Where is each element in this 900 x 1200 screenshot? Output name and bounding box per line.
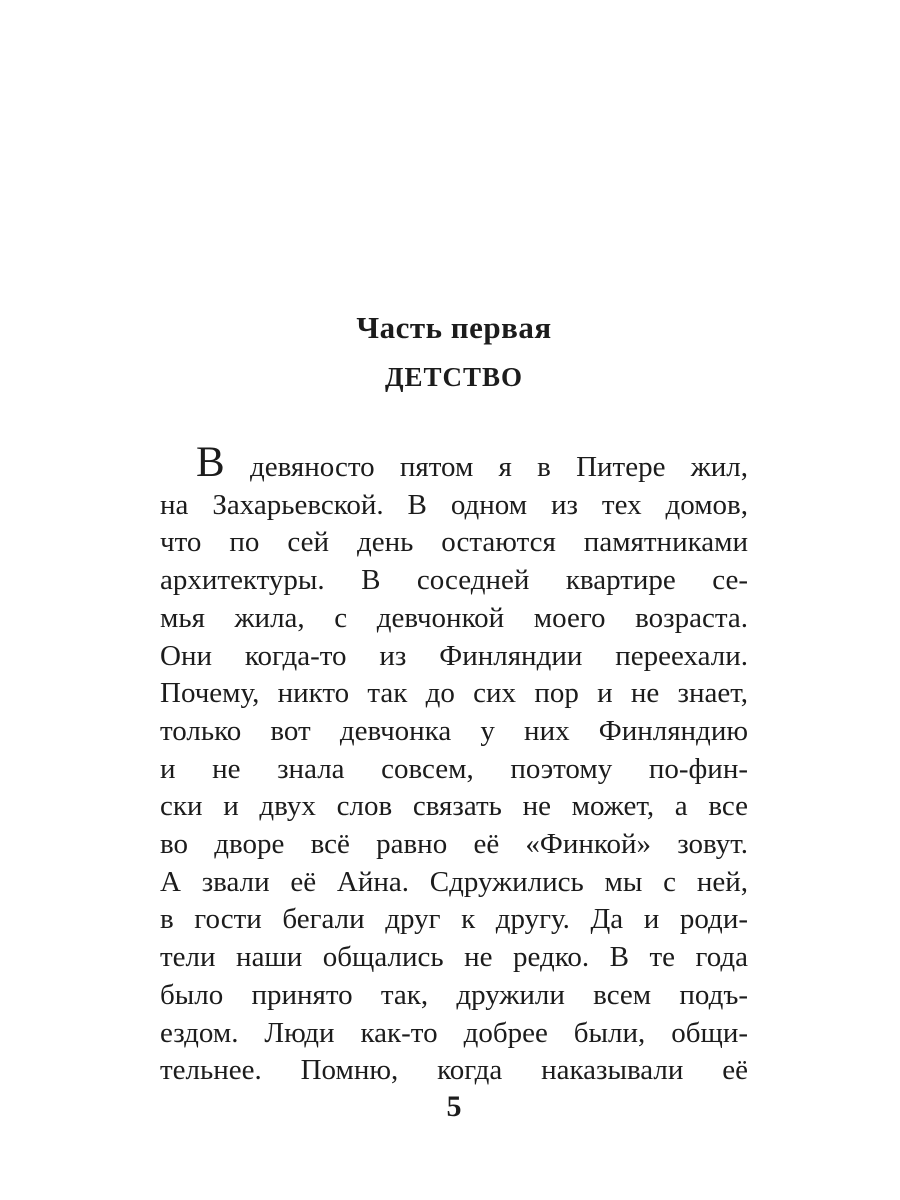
paragraph-line: ски и двух слов связать не может, а все bbox=[160, 790, 748, 823]
paragraph-line: было принято так, дружили всем подъ- bbox=[160, 978, 748, 1011]
paragraph bbox=[160, 439, 748, 1090]
paragraph-line: ездом. Люди как-то добрее были, общи- bbox=[160, 1016, 748, 1049]
paragraph-line: что по сей день остаются памятниками bbox=[160, 526, 748, 559]
paragraph-line: А звали её Айна. Сдружились мы с ней, bbox=[160, 865, 748, 898]
paragraph-line: в гости бегали друг к другу. Да и роди- bbox=[160, 903, 748, 936]
chapter-heading: ДЕТСТВО bbox=[384, 362, 524, 392]
part-heading: Часть первая bbox=[356, 310, 552, 345]
line-text: девяносто пятом я в Питере жил, bbox=[249, 451, 748, 483]
paragraph-line: во дворе всё равно её «Финкой» зовут. bbox=[160, 828, 748, 861]
paragraph-line: тельнее. Помню, когда наказывали её bbox=[160, 1054, 748, 1087]
paragraph-line bbox=[160, 439, 748, 487]
paragraph-line: на Захарьевской. В одном из тех домов, bbox=[160, 488, 748, 521]
initial-capital: В bbox=[196, 439, 225, 486]
page-number: 5 bbox=[446, 1090, 462, 1123]
paragraph-line: Они когда-то из Финляндии переехали. bbox=[160, 639, 748, 672]
paragraph-line: тели наши общались не редко. В те года bbox=[160, 941, 748, 974]
paragraph-line: мья жила, с девчонкой моего возраста. bbox=[160, 601, 748, 634]
paragraph-line: только вот девчонка у них Финляндию bbox=[160, 714, 748, 747]
paragraph-line: архитектуры. В соседней квартире се- bbox=[160, 564, 748, 597]
paragraph-line: и не знала совсем, поэтому по-фин- bbox=[160, 752, 748, 785]
paragraph-line: Почему, никто так до сих пор и не знает, bbox=[160, 677, 748, 710]
